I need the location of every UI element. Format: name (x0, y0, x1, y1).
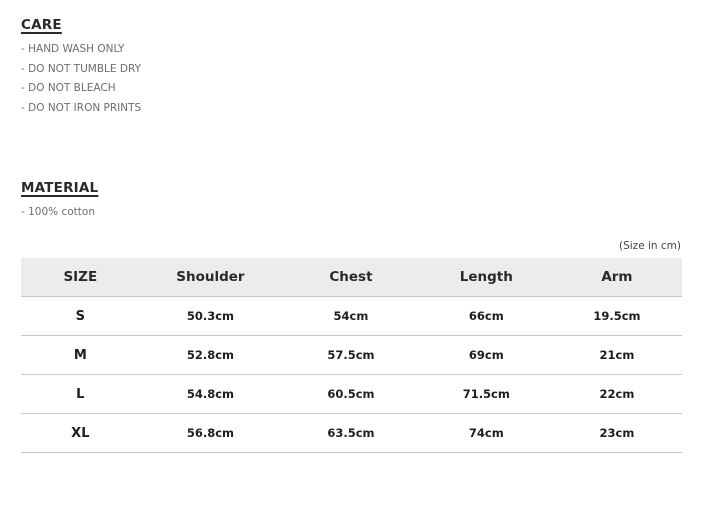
size-label: S (21, 297, 140, 336)
size-label: L (21, 375, 140, 414)
size-label: XL (21, 414, 140, 453)
length-value: 66cm (421, 297, 552, 336)
material-list (21, 203, 95, 223)
chest-value: 63.5cm (281, 414, 420, 453)
shoulder-value: 56.8cm (140, 414, 282, 453)
header-length: Length (421, 258, 552, 297)
arm-value: 19.5cm (552, 297, 682, 336)
shoulder-value: 54.8cm (140, 375, 282, 414)
shoulder-value: 52.8cm (140, 336, 282, 375)
care-heading: CARE (21, 17, 62, 33)
length-value: 71.5cm (421, 375, 552, 414)
size-chart-table (21, 258, 682, 453)
table-row (21, 297, 682, 336)
size-unit-note: (Size in cm) (619, 240, 681, 252)
chest-value: 54cm (281, 297, 420, 336)
arm-value: 21cm (552, 336, 682, 375)
material-heading: MATERIAL (21, 180, 99, 196)
header-shoulder: Shoulder (140, 258, 282, 297)
header-arm: Arm (552, 258, 682, 297)
care-item-no-bleach: - DO NOT BLEACH (21, 82, 116, 94)
arm-value: 22cm (552, 375, 682, 414)
header-size: SIZE (21, 258, 140, 297)
chest-value: 57.5cm (281, 336, 420, 375)
size-label: M (21, 336, 140, 375)
material-item-cotton: - 100% cotton (21, 206, 95, 218)
table-row (21, 336, 682, 375)
care-item-hand-wash: - HAND WASH ONLY (21, 43, 125, 55)
chest-value: 60.5cm (281, 375, 420, 414)
care-item-no-iron-prints: - DO NOT IRON PRINTS (21, 101, 142, 114)
shoulder-value: 50.3cm (140, 297, 282, 336)
length-value: 74cm (421, 414, 552, 453)
arm-value: 23cm (552, 414, 682, 453)
care-item-no-tumble-dry: - DO NOT TUMBLE DRY (21, 62, 141, 75)
table-row (21, 414, 682, 453)
table-row (21, 375, 682, 414)
header-chest: Chest (281, 258, 420, 297)
care-instructions-list (21, 40, 141, 118)
length-value: 69cm (421, 336, 552, 375)
size-table-header-row (21, 258, 682, 297)
